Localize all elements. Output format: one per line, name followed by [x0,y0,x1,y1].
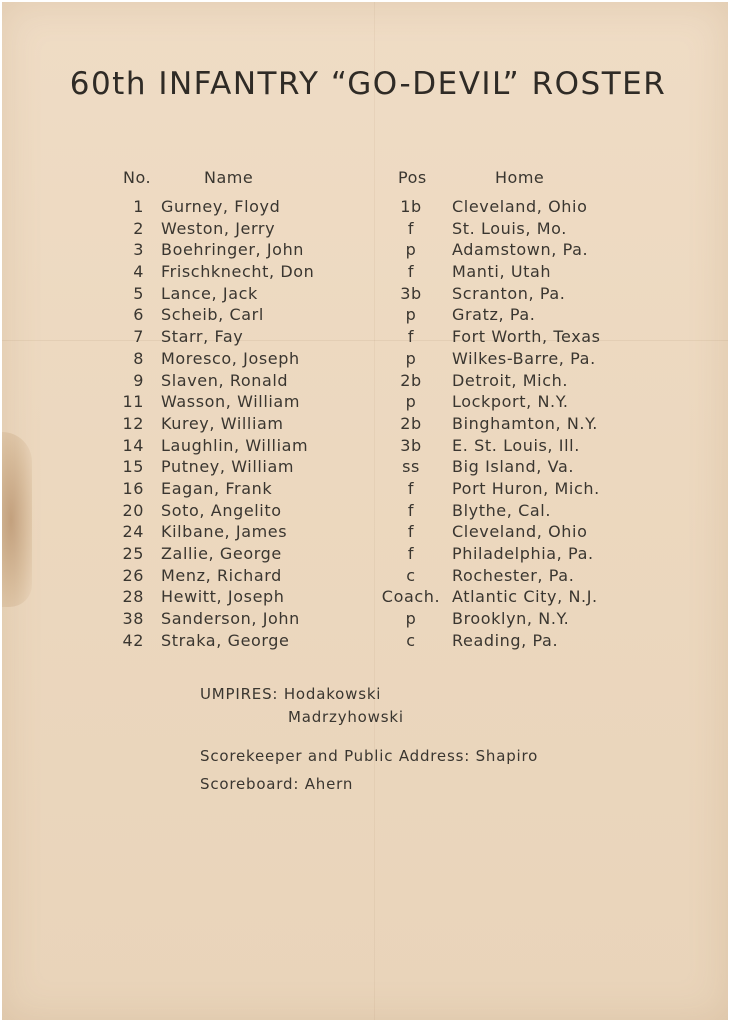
player-position: ss [402,457,420,477]
player-name: Eagan, Frank [161,478,273,498]
player-position: 3b [400,435,422,455]
player-number: 42 [122,630,144,650]
player-name: Zallie, George [161,544,282,563]
player-name: Straka, George [161,630,290,650]
player-home: St. Louis, Mo. [452,218,567,238]
player-name: Gurney, Floyd [161,197,281,216]
player-position: f [407,478,415,498]
player-position: 2b [400,413,422,433]
roster-row [2,501,728,523]
player-name: Wasson, William [161,392,301,412]
player-position: p [405,240,417,260]
player-position: p [405,305,417,325]
roster-row [2,436,728,458]
player-name: Soto, Angelito [161,500,282,520]
column-header-no: No. [123,168,152,187]
scoreboard-line: Scoreboard: Ahern [200,775,354,793]
umpires-second: Madrzyhowski [288,708,404,726]
player-position: f [407,218,415,238]
player-home: Scranton, Pa. [452,283,566,303]
player-number: 28 [122,587,144,607]
roster-row [2,305,728,327]
player-home: E. St. Louis, Ill. [452,435,580,455]
player-home: Detroit, Mich. [452,370,569,390]
roster-page [2,2,728,1020]
player-name: Kilbane, James [161,522,288,542]
player-position: p [405,392,417,412]
player-position: Coach. [381,587,441,607]
roster-row [2,522,728,544]
player-number: 26 [122,565,144,585]
player-home: Manti, Utah [452,262,552,282]
player-number: 2 [133,218,144,238]
player-name: Hewitt, Joseph [161,587,285,607]
player-position: f [407,522,415,542]
roster-table [2,197,728,652]
roster-row [2,544,728,566]
player-home: Cleveland, Ohio [452,522,588,542]
player-name: Scheib, Carl [161,305,264,325]
player-home: Blythe, Cal. [452,500,552,520]
player-number: 38 [122,609,144,629]
roster-row [2,457,728,479]
player-number: 24 [122,522,144,542]
player-position: f [407,327,415,347]
roster-row [2,479,728,501]
player-home: Reading, Pa. [452,630,559,650]
roster-row [2,371,728,393]
player-home: Gratz, Pa. [452,305,536,325]
roster-row [2,284,728,306]
player-home: Adamstown, Pa. [452,240,589,260]
player-number: 15 [122,457,144,477]
umpires-line: UMPIRES: Hodakowski [200,685,382,703]
player-position: c [406,565,416,585]
player-position: c [406,630,416,650]
player-position: p [405,348,417,368]
player-name: Starr, Fay [161,327,244,347]
player-number: 6 [133,305,144,325]
roster-row [2,219,728,241]
roster-row [2,197,728,219]
player-home: Brooklyn, N.Y. [452,609,570,629]
player-name: Moresco, Joseph [161,348,300,368]
player-name: Laughlin, William [161,435,309,455]
player-home: Wilkes-Barre, Pa. [452,348,596,368]
player-home: Cleveland, Ohio [452,197,588,216]
player-position: 2b [400,370,422,390]
player-name: Weston, Jerry [161,218,276,238]
player-home: Rochester, Pa. [452,565,575,585]
player-home: Port Huron, Mich. [452,478,600,498]
roster-row [2,327,728,349]
player-position: f [407,500,415,520]
player-name: Frischknecht, Don [161,262,315,282]
player-name: Kurey, William [161,413,284,433]
roster-row [2,262,728,284]
player-number: 7 [133,327,144,347]
player-name: Boehringer, John [161,240,305,260]
column-header-pos: Pos [398,168,427,187]
player-position: p [405,609,417,629]
player-number: 20 [122,500,144,520]
player-home: Philadelphia, Pa. [452,544,594,563]
player-number: 25 [122,544,144,563]
player-number: 12 [122,413,144,433]
roster-row [2,631,728,653]
roster-row [2,414,728,436]
player-number: 4 [133,262,144,282]
player-number: 9 [133,370,144,390]
player-number: 1 [133,197,144,216]
player-home: Binghamton, N.Y. [452,413,598,433]
column-header-home: Home [495,168,545,187]
roster-row [2,349,728,371]
player-number: 14 [122,435,144,455]
roster-row [2,566,728,588]
roster-row [2,587,728,609]
player-name: Lance, Jack [161,283,258,303]
column-header-name: Name [204,168,254,187]
player-position: f [407,262,415,282]
player-home: Lockport, N.Y. [452,392,569,412]
player-home: Fort Worth, Texas [452,327,601,347]
player-name: Menz, Richard [161,565,282,585]
scorekeeper-line: Scorekeeper and Public Address: Shapiro [200,747,539,765]
player-position: 3b [400,283,422,303]
player-name: Slaven, Ronald [161,370,289,390]
player-position: 1b [400,197,422,216]
roster-row [2,392,728,414]
player-number: 11 [122,392,144,412]
player-position: f [407,544,415,563]
player-name: Putney, William [161,457,295,477]
player-number: 3 [133,240,144,260]
roster-row [2,609,728,631]
player-name: Sanderson, John [161,609,300,629]
player-home: Atlantic City, N.J. [452,587,598,607]
player-home: Big Island, Va. [452,457,575,477]
player-number: 8 [133,348,144,368]
roster-row [2,240,728,262]
page-title: 60th INFANTRY “GO-DEVIL” ROSTER [69,66,667,102]
player-number: 16 [122,478,144,498]
player-number: 5 [133,283,144,303]
